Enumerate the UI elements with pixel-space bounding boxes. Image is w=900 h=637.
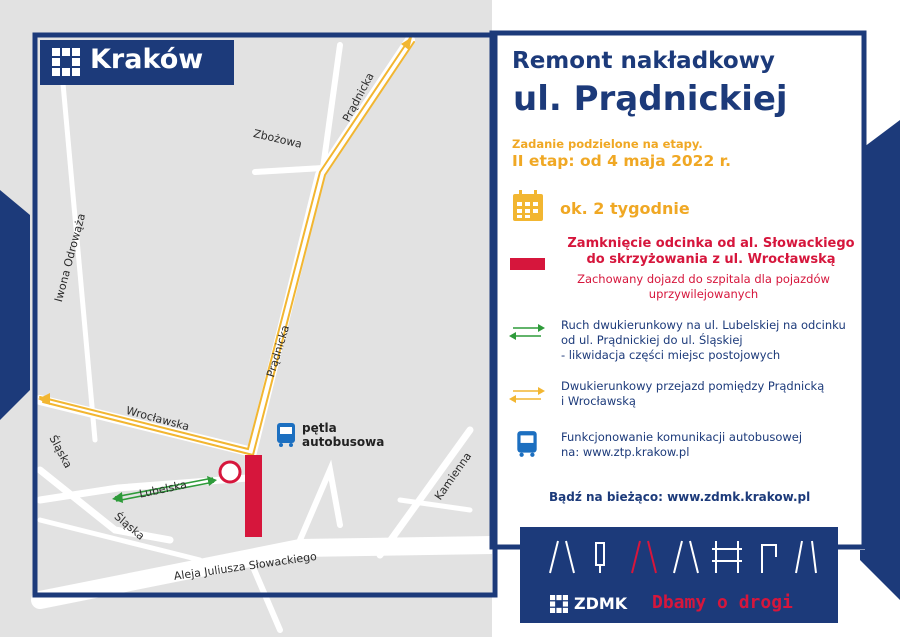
street-label-zbozowa: Zbożowa <box>252 127 304 151</box>
legend-pw-line-1: Dwukierunkowy przejazd pomiędzy Prądnicką <box>561 379 825 393</box>
no-entry-sign-icon <box>220 462 240 482</box>
website-note: Bądź na bieżąco: www.zdmk.krakow.pl <box>549 490 811 504</box>
green-two-way-arrows-icon <box>509 323 545 341</box>
legend-bus-text <box>561 430 802 460</box>
legend-lubelska-line-3: - likwidacja części miejsc postojowych <box>561 348 781 362</box>
street-label-pradnicka-top: Prądnicka <box>340 70 377 125</box>
footer-box <box>520 527 838 623</box>
legend-bus-line-2: na: www.ztp.krakow.pl <box>561 445 690 459</box>
street-label-aleja-slowackiego: Aleja Juliusza Słowackiego <box>173 549 318 583</box>
street-label-pradnicka-mid: Prądnicka <box>264 323 293 379</box>
stage-note: Zadanie podzielone na etapy. <box>512 137 703 151</box>
closure-legend-swatch <box>510 258 545 270</box>
zdmk-logo-icon <box>550 595 568 613</box>
legend-pw-line-2: i Wrocławską <box>561 394 636 408</box>
closure-segment <box>245 455 262 537</box>
zdmk-logo-text: ZDMK <box>574 594 628 613</box>
legend-lubelska-line-1: Ruch dwukierunkowy na ul. Lubelskiej na odcinku <box>561 318 846 332</box>
bus-loop-label <box>302 421 384 449</box>
closure-subtitle: Zachowany dojazd do szpitala dla pojazdów uprzywilejowanych <box>577 272 830 301</box>
closure-title: Zamknięcie odcinka od al. Słowackiego do skrzyżowania z ul. Wrocławską <box>567 236 855 267</box>
street-label-iwona-odrowaza: Iwona Odrowąża <box>52 212 89 304</box>
bus-legend-icon <box>516 430 538 458</box>
street-label-slaska-1: Śląska <box>46 433 75 471</box>
road-type-icons <box>544 537 820 577</box>
street-label-lubelska: Lubelska <box>138 477 189 501</box>
street-label-kamienna: Kamienna <box>432 449 475 503</box>
street-label-slaska-2: Śląska <box>111 510 148 543</box>
legend-bus-line-1: Funkcjonowanie komunikacji autobusowej <box>561 430 803 444</box>
duration-text: ok. 2 tygodnie <box>560 199 690 218</box>
yellow-two-way-arrows-icon <box>509 386 545 404</box>
footer-slogan: Dbamy o drogi <box>652 592 793 613</box>
street-label-wroclawska: Wrocławska <box>124 404 191 434</box>
legend-lubelska-line-2: od ul. Prądnickiej do ul. Śląskiej <box>561 333 743 347</box>
title-line-1: Remont nakładkowy <box>512 48 775 74</box>
legend-lubelska-text <box>561 318 846 363</box>
brand-name: Kraków <box>90 44 204 75</box>
bus-loop-line-1: pętla <box>302 421 337 435</box>
legend-pradnicka-wroclawska-text <box>561 379 824 409</box>
brand-box <box>40 40 234 85</box>
krakow-logo-icon <box>52 48 80 76</box>
bus-icon <box>276 422 296 448</box>
stage-date: II etap: od 4 maja 2022 r. <box>512 152 731 170</box>
calendar-icon <box>512 190 544 222</box>
title-line-2: ul. Prądnickiej <box>513 79 788 119</box>
bus-loop-line-2: autobusowa <box>302 435 385 449</box>
